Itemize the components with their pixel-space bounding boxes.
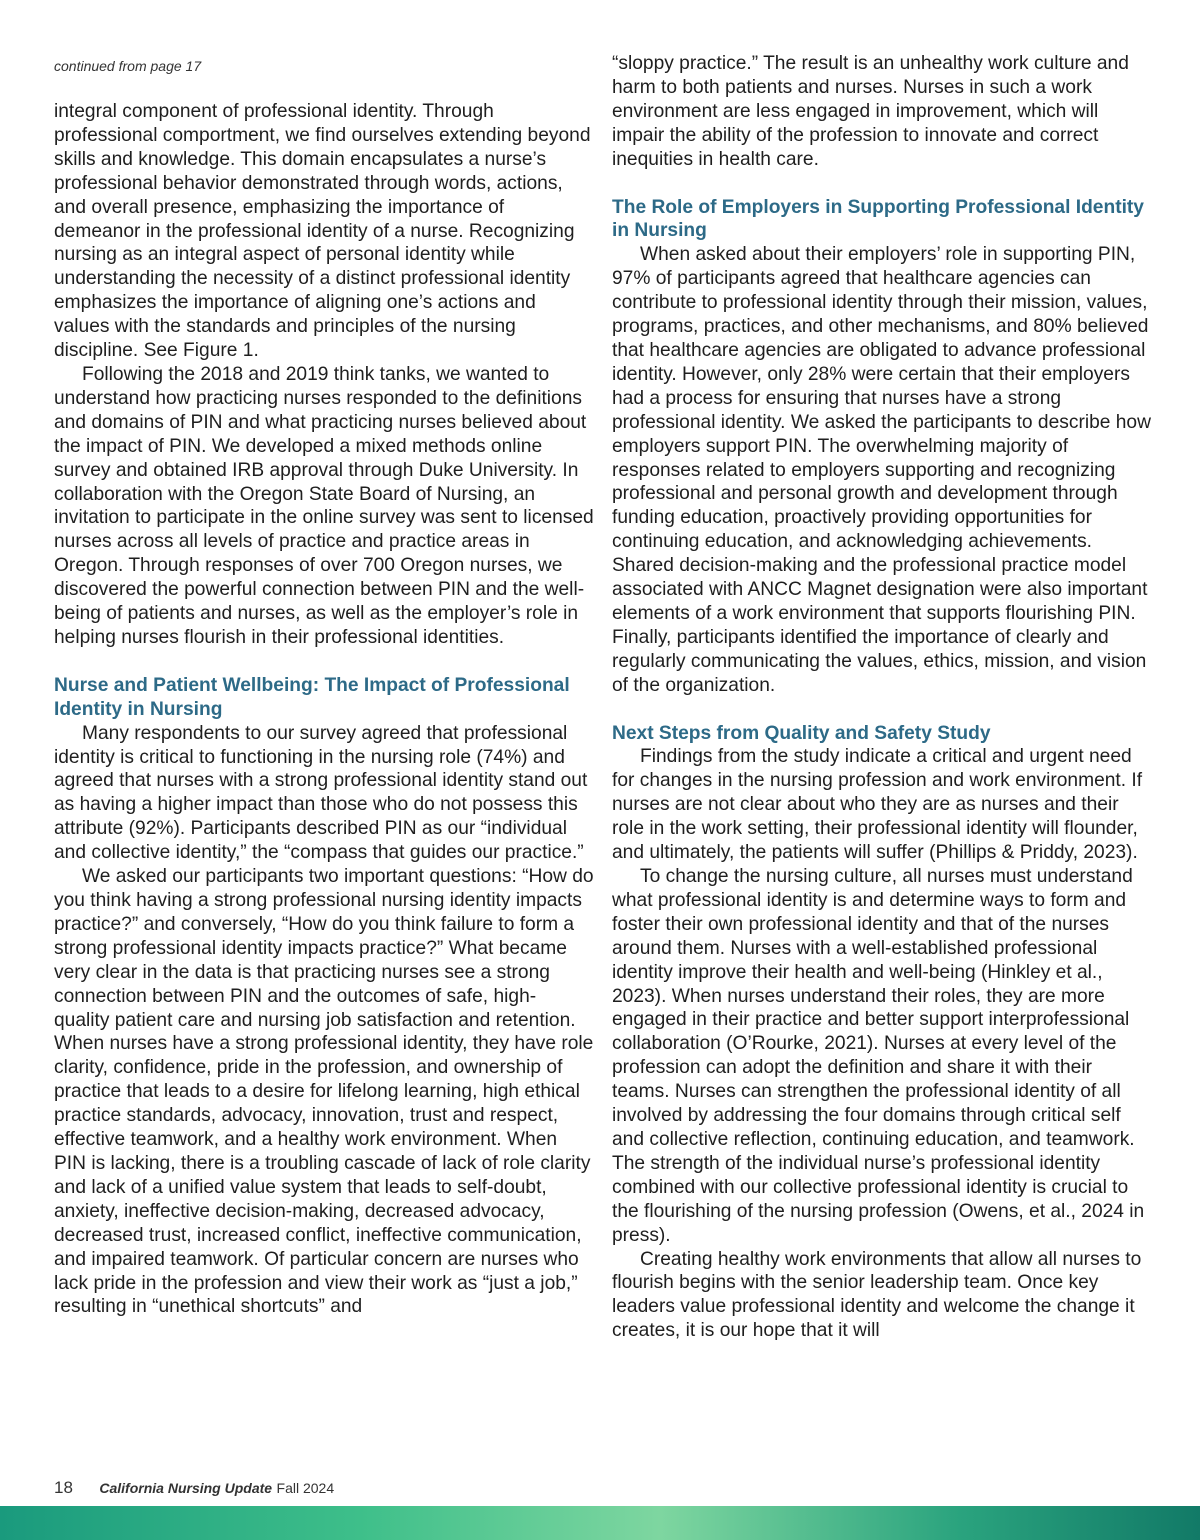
- page-footer: [54, 1478, 334, 1498]
- body-paragraph: We asked our participants two important questions: “How do you think having a strong professional nursing identity impacts practice?” and conversely, “How do you think failure to form a strong professional identity impacts practice?” What became very clear in the data is that practicing nurses see a strong connection between PIN and the outcomes of safe, high- quality patient care and nursing job satisfaction and retention. When nurses have a strong professional identity, they have role clarity, confidence, pride in the profession, and ownership of practice that leads to a desire for lifelong learning, high ethical practice standards, advocacy, innovation, trust and respect, effective teamwork, and a healthy work environment. When PIN is lacking, there is a troubling cascade of lack of role clarity and lack of a unified value system that leads to self-doubt, anxiety, ineffective decision-making, decreased advocacy, decreased trust, increased conflict, ineffective communication, and impaired teamwork. Of particular concern are nurses who lack pride in the profession and view their work as “just a job,” resulting in “unethical shortcuts” and: [54, 866, 594, 1318]
- body-paragraph: Findings from the study indicate a critical and urgent need for changes in the nursing profession and work environment. If nurses are not clear about who they are as nurses and their role in the work setting, their professional identity will flounder, and ultimately, the patients will suffer (Phillips & Priddy, 2023).: [612, 746, 1143, 864]
- section-heading-employers: The Role of Employers in Supporting Professional Identity in Nursing: [612, 196, 1144, 242]
- section-heading-wellbeing: Nurse and Patient Wellbeing: The Impact of Professional Identity in Nursing: [54, 674, 570, 720]
- left-column: [54, 100, 594, 1319]
- body-paragraph: Following the 2018 and 2019 think tanks, we wanted to understand how practicing nurses responded to the definitions and domains of PIN and what practicing nurses believed about the impact of PIN. We developed a mixed methods online survey and obtained IRB approval through Duke University. In collaboration with the Oregon State Board of Nursing, an invitation to participate in the online survey was sent to licensed nurses across all levels of practice and practice areas in Oregon. Through responses of over 700 Oregon nurses, we discovered the powerful connection between PIN and the well-being of patients and nurses, as well as the employer’s role in helping nurses flourish in their professional identities.: [54, 363, 594, 648]
- body-paragraph: Many respondents to our survey agreed that professional identity is critical to functioning in the nursing role (74%) and agreed that nurses with a strong professional identity stand out as having a higher impact than those who do not possess this attribute (92%). Participants described PIN as our “individual and collective identity,” the “compass that guides our practice.”: [54, 722, 588, 864]
- body-paragraph: When asked about their employers’ role in supporting PIN, 97% of participants agreed that healthcare agencies can contribute to professional identity through their mission, values, programs, practices, and other mechanisms, and 80% believed that healthcare agencies are obligated to advance professional identity. However, only 28% were certain that their employers had a process for ensuring that nurses have a strong professional identity. We asked the participants to describe how employers support PIN. The overwhelming majority of responses related to employers supporting and recognizing professional and personal growth and development through funding education, proactively providing opportunities for continuing education, and acknowledging achievements. Shared decision-making and the professional practice model associated with ANCC Magnet designation were also important elements of a work environment that supports flourishing PIN. Finally, participants identified the importance of clearly and regularly communicating the values, ethics, mission, and vision of the organization.: [612, 244, 1151, 696]
- right-column: [612, 52, 1152, 1343]
- body-paragraph: To change the nursing culture, all nurses must understand what professional identity is and determine ways to form and foster their own professional identity and that of the nurses around them. Nurses with a well-established professional identity improve their health and well-being (Hinkley et al., 2023). When nurses understand their roles, they are more engaged in their practice and better support interprofessional collaboration (O’Rourke, 2021). Nurses at every level of the profession can adopt the definition and share it with their teams. Nurses can strengthen the professional identity of all involved by addressing the four domains through critical self and collective reflection, continuing education, and teamwork. The strength of the individual nurse’s professional identity combined with our collective professional identity is crucial to the flourishing of the nursing profession (Owens, et al., 2024 in press).: [612, 866, 1145, 1246]
- body-paragraph: integral component of professional identity. Through professional comportment, we find ourselves extending beyond skills and knowledge. This domain encapsulates a nurse’s professional behavior demonstrated through words, actions, and overall presence, emphasizing the importance of demeanor in the professional identity of a nurse. Recognizing nursing as an integral aspect of personal identity while understanding the necessity of a distinct professional identity emphasizes the importance of aligning one’s actions and values with the standards and principles of the nursing discipline. See Figure 1.: [54, 101, 591, 362]
- body-paragraph: Creating healthy work environments that allow all nurses to flourish begins with the senior leadership team. Once key leaders value professional identity and welcome the change it creates, it is our hope that it will: [612, 1248, 1142, 1342]
- issue-label: Fall 2024: [276, 1480, 335, 1496]
- decorative-bottom-bar: [0, 1506, 1200, 1540]
- publication-title: California Nursing Update: [99, 1480, 273, 1496]
- section-heading-next-steps: Next Steps from Quality and Safety Study: [612, 722, 991, 744]
- continued-from-label: continued from page 17: [54, 58, 202, 74]
- page-number: 18: [54, 1478, 73, 1497]
- body-paragraph: “sloppy practice.” The result is an unhealthy work culture and harm to both patients and nurses. Nurses in such a work environment are less engaged in improvement, which will impair the ability of the profession to innovate and correct inequities in health care.: [612, 53, 1129, 170]
